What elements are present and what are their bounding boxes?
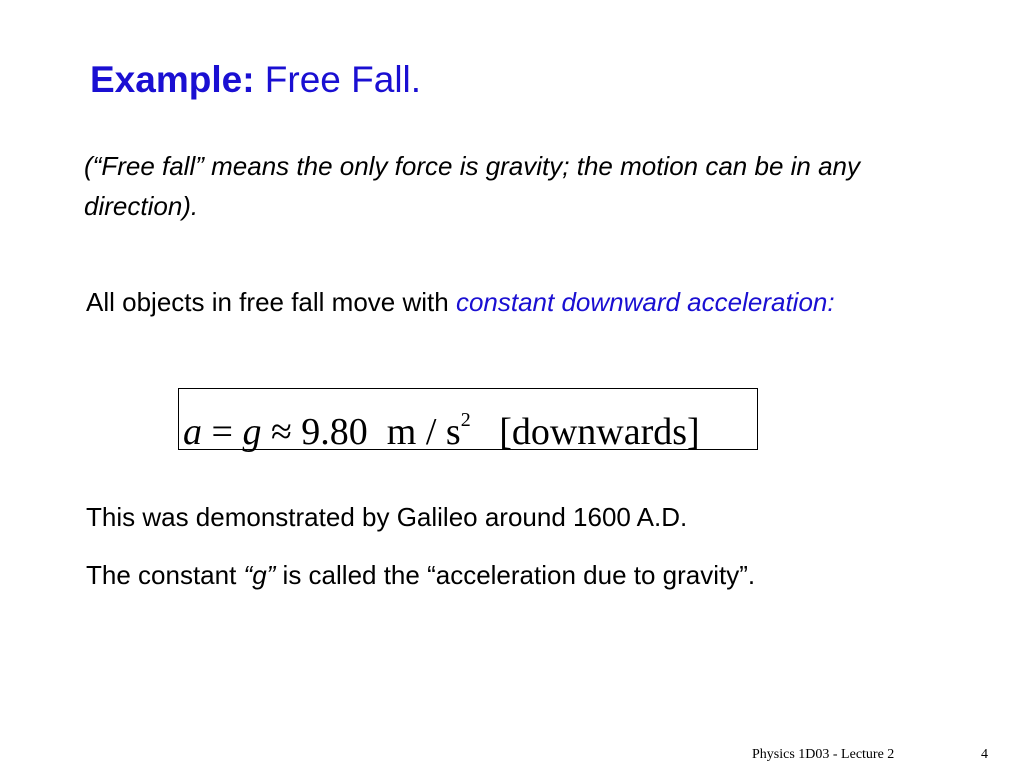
para1-text: All objects in free fall move with [86, 287, 456, 317]
title-rest: Free Fall. [264, 59, 422, 100]
eq-approx: ≈ [261, 411, 302, 453]
galileo-paragraph: This was demonstrated by Galileo around 1600 A.D. [86, 502, 688, 532]
constant-acceleration-paragraph [86, 282, 906, 322]
eq-unit: m / s [367, 411, 461, 453]
para1-accent: constant downward acceleration: [455, 287, 835, 317]
para3-g: “g” [243, 560, 276, 590]
eq-g: g [242, 411, 262, 453]
free-fall-note: (“Free fall” means the only force is gravity; the motion can be in any direction). [84, 151, 861, 221]
eq-equals: = [202, 411, 243, 453]
slide-title [90, 58, 421, 102]
para3-pre: The constant [86, 560, 244, 590]
para3-post: is called the “acceleration due to gravity”. [275, 560, 756, 590]
title-bold: Example: [90, 59, 255, 100]
g-constant-paragraph [86, 556, 755, 594]
eq-direction: [downwards] [470, 411, 700, 453]
eq-exponent: 2 [460, 409, 471, 431]
footer-course: Physics 1D03 - Lecture 2 [752, 747, 895, 762]
footer-page-number: 4 [981, 747, 988, 762]
eq-lhs: a [183, 411, 202, 453]
acceleration-equation [178, 388, 758, 453]
eq-value: 9.80 [301, 411, 368, 453]
